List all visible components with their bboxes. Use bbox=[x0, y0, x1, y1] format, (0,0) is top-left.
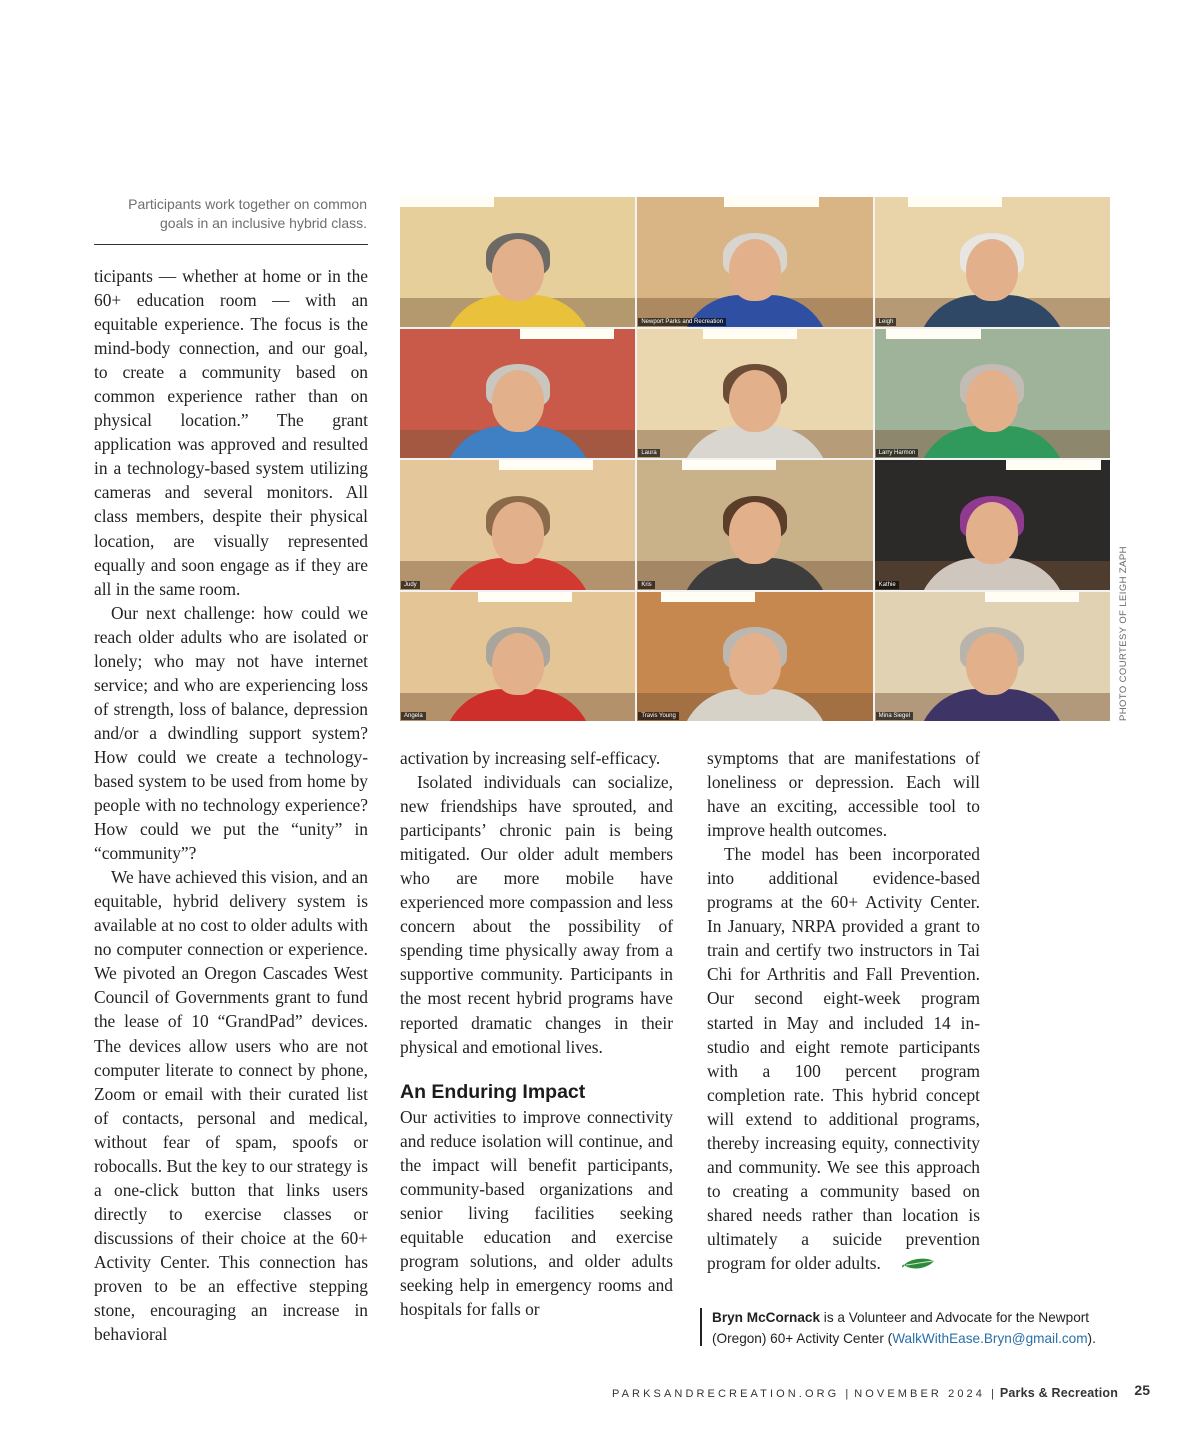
paragraph bbox=[707, 842, 980, 1278]
video-tile bbox=[875, 197, 1110, 327]
bio-text: is a Volunteer and Advocate for the Newport (Oregon) 60+ Activity Center ( bbox=[712, 1310, 1090, 1346]
article-column-1 bbox=[94, 264, 368, 1346]
window-shape bbox=[499, 460, 593, 470]
participant-name-label: Angela bbox=[401, 712, 426, 720]
video-tile bbox=[875, 329, 1110, 459]
footer-separator: | bbox=[845, 1388, 849, 1400]
window-shape bbox=[661, 592, 755, 602]
paragraph: Isolated individuals can socialize, new friendships have sprouted, and participants’ chronic pain is being mitigated. Our older adult members who are more mobile have experienced more compassion and less concern about the possibility of spending time physically away from a supportive community. Participants in the most recent hybrid programs have reported dramatic changes in their physical and emotional lives. bbox=[400, 772, 673, 1057]
participant-name-label: Leigh bbox=[876, 318, 897, 326]
window-shape bbox=[1006, 460, 1100, 470]
video-tile bbox=[637, 592, 872, 722]
video-tile bbox=[637, 329, 872, 459]
footer-issue: NOVEMBER 2024 bbox=[854, 1388, 985, 1400]
paragraph: We have achieved this vision, and an equitable, hybrid delivery system is available at no cost to older adults with no computer connection or experience. We pivoted an Oregon Cascades West Council of Governments grant to fund the lease of 10 “GrandPad” devices. The devices allow users who are not computer literate to connect by phone, Zoom or email with their curated list of contacts, personal and medical, without fear of spam, spoofs or robocalls. But the key to our strategy is a one-click button that links users directly to exercise classes or discussions of their choice at the 60+ Activity Center. This connection has proven to be an effective stepping stone, encouraging an increase in behavioral bbox=[94, 867, 368, 1345]
participant-figure bbox=[443, 354, 593, 458]
window-shape bbox=[400, 197, 494, 207]
caption-divider bbox=[94, 244, 368, 245]
participant-figure bbox=[443, 486, 593, 590]
participant-figure bbox=[680, 617, 830, 721]
bio-text-end: ). bbox=[1087, 1331, 1096, 1346]
author-name: Bryn McCornack bbox=[712, 1310, 821, 1325]
participant-figure bbox=[917, 617, 1067, 721]
paragraph: Our activities to improve connectivity and reduce isolation will continue, and the impact will benefit participants, community-based organizations and senior living facilities seeking equitable education and exercise program solutions, and older adults seeking help in emergency rooms and hospitals for falls or bbox=[400, 1106, 673, 1319]
article-column-3 bbox=[707, 746, 980, 1278]
participant-name-label: Larry Harmon bbox=[876, 449, 919, 457]
participant-figure bbox=[680, 486, 830, 590]
participant-name-label: Laura bbox=[638, 449, 659, 457]
page-number: 25 bbox=[1134, 1382, 1150, 1398]
participant-name-label: Kris bbox=[638, 581, 654, 589]
bio-divider bbox=[700, 1308, 702, 1346]
video-tile bbox=[875, 592, 1110, 722]
footer-magazine: Parks & Recreation bbox=[999, 1386, 1119, 1400]
participant-figure bbox=[680, 354, 830, 458]
paragraph-text: The model has been incorporated into additional evidence-based programs at the 60+ Activity Center. In January, NRPA provided a grant to train and certify two instructors in Tai Chi for Arthritis and Fall Prevention. Our second eight-week program started in May and included 14 in-studio and eight remote participants with a 100 percent program completion rate. This hybrid concept will extend to additional programs, thereby increasing equity, connectivity and community. We see this approach to creating a community based on shared needs rather than location is ultimately a suicide prevention program for older adults. bbox=[707, 844, 980, 1273]
paragraph: activation by increasing self-efficacy. bbox=[400, 748, 661, 768]
window-shape bbox=[520, 329, 614, 339]
participant-name-label: Kathie bbox=[876, 581, 899, 589]
participant-name-label: Judy bbox=[401, 581, 420, 589]
video-tile bbox=[400, 329, 635, 459]
video-tile bbox=[875, 460, 1110, 590]
window-shape bbox=[908, 197, 1002, 207]
paragraph: Our next challenge: how could we reach older adults who are isolated or lonely; who may not have internet service; and who are experiencing loss of strength, loss of balance, depression and/or a dwindling support system? How could we create a technology-based system to be used from home by people with no technology experience? How could we put the “unity” in “community”? bbox=[94, 602, 368, 864]
photo-caption: Participants work together on common goals in an inclusive hybrid class. bbox=[128, 196, 367, 231]
paragraph: ticipants — whether at home or in the 60+ education room — with an equitable experience. The focus is the mind-body connection, and our goal, to create a community based on common experience rather than on physical location.” The grant application was approved and resulted in a technology-based system utilizing cameras and several monitors. All class members, despite their physical location, are visually represented equally and soon engage as if they are all in the same room. bbox=[94, 266, 368, 599]
paragraph: symptoms that are manifestations of loneliness or depression. Each will have an exciting, accessible tool to improve health outcomes. bbox=[707, 748, 980, 841]
video-tile bbox=[637, 460, 872, 590]
author-email-link[interactable]: WalkWithEase.Bryn@gmail.com bbox=[892, 1331, 1088, 1346]
participant-figure bbox=[443, 617, 593, 721]
participant-figure bbox=[917, 354, 1067, 458]
window-shape bbox=[478, 592, 572, 602]
footer-url[interactable]: PARKSANDRECREATION.ORG bbox=[612, 1388, 840, 1400]
footer-separator: | bbox=[990, 1388, 994, 1400]
leaf-icon bbox=[885, 1254, 936, 1278]
video-tile bbox=[400, 592, 635, 722]
author-bio bbox=[712, 1307, 1132, 1349]
window-shape bbox=[724, 197, 818, 207]
window-shape bbox=[682, 460, 776, 470]
participant-name-label: Mina Siegel bbox=[876, 712, 913, 720]
participant-name-label: Newport Parks and Recreation bbox=[638, 318, 726, 326]
photo-credit: PHOTO COURTESY OF LEIGH ZAPH bbox=[1118, 546, 1129, 721]
video-tile bbox=[637, 197, 872, 327]
section-heading: An Enduring Impact bbox=[400, 1080, 586, 1103]
participant-name-label: Travis Young bbox=[638, 712, 678, 720]
participant-figure bbox=[917, 486, 1067, 590]
participant-figure bbox=[680, 223, 830, 327]
window-shape bbox=[886, 329, 980, 339]
window-shape bbox=[985, 592, 1079, 602]
article-column-2 bbox=[400, 746, 673, 1321]
video-tile bbox=[400, 460, 635, 590]
participant-figure bbox=[917, 223, 1067, 327]
participant-figure bbox=[443, 223, 593, 327]
page-footer bbox=[612, 1384, 1150, 1402]
video-tile bbox=[400, 197, 635, 327]
window-shape bbox=[703, 329, 797, 339]
video-call-photo bbox=[400, 197, 1110, 721]
